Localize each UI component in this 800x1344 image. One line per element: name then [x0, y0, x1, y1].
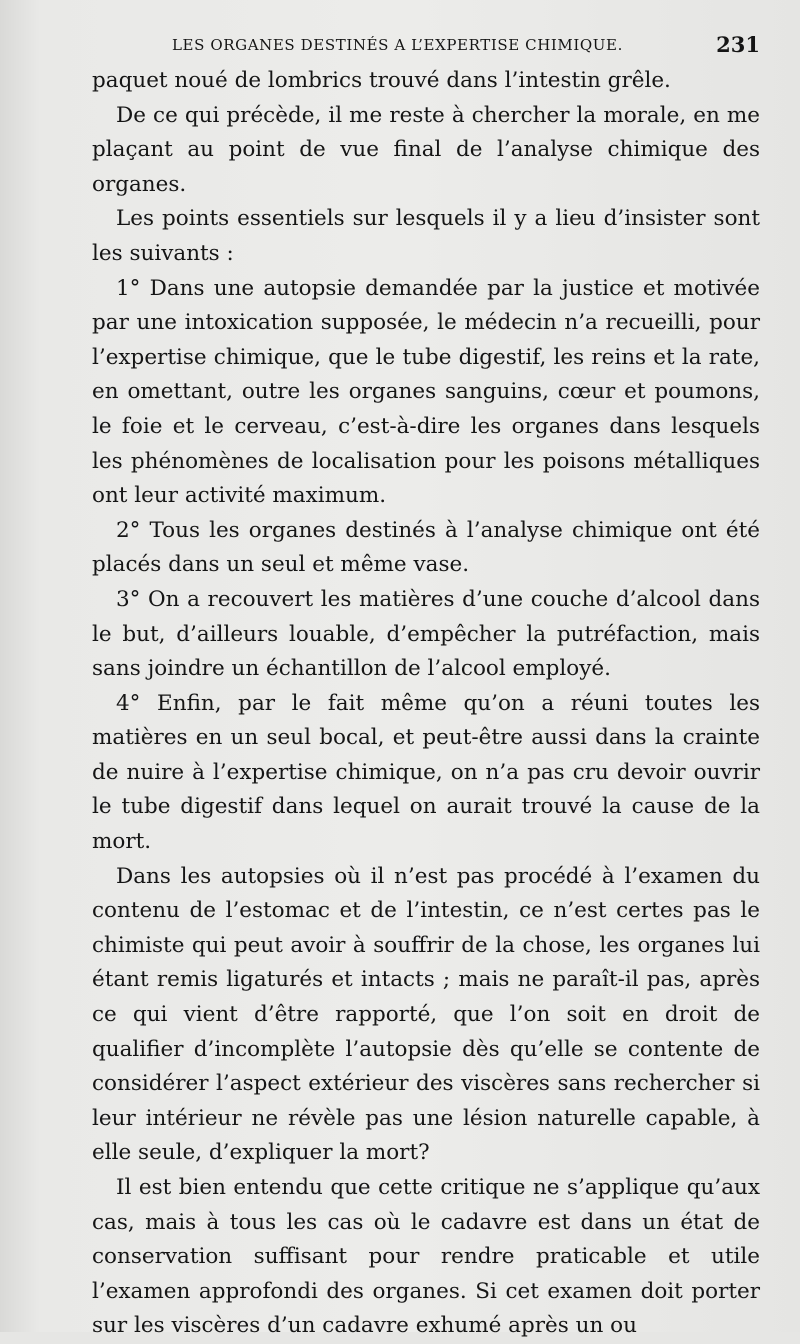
- list-point-4: 4° Enfin, par le fait même qu’on a réuni toutes les matières en un seul bocal, et peut-être aussi dans la crainte de nuire à l’expertise chimique, on n’a pas cru devoir ouvrir le tube digestif dans lequel on aurait trouvé la cause de la mort.: [92, 690, 760, 855]
- running-head: [172, 30, 760, 64]
- list-point-1: 1° Dans une autopsie demandée par la justice et motivée par une intoxication supposée, le médecin n’a recueilli, pour l’expertise chimique, que le tube digestif, les reins et la rate, en omettant, outre les organes sanguins, cœur et poumons, le foie et le cerveau, c’est-à-dire les organes dans lesquels les phénomènes de localisation pour les poisons métalliques ont leur activité maximum.: [92, 275, 760, 509]
- paragraph: Les points essentiels sur lesquels il y a lieu d’insister sont les suivants :: [92, 206, 760, 266]
- list-point-2: 2° Tous les organes destinés à l’analyse chimique ont été placés dans un seul et même vase.: [92, 517, 760, 578]
- body-text: [92, 64, 760, 1344]
- list-point-3: 3° On a recouvert les matières d’une couche d’alcool dans le but, d’ailleurs louable, d’empêcher la putréfaction, mais sans joindre un échantillon de l’alcool employé.: [92, 586, 760, 682]
- paragraph: De ce qui précède, il me reste à chercher la morale, en me plaçant au point de vue final de l’analyse chimique des organes.: [92, 102, 760, 197]
- paragraph: Il est bien entendu que cette critique ne s’applique qu’aux cas, mais à tous les cas où le cadavre est dans un état de conservation suffisant pour rendre praticable et utile l’examen approfondi des organes. Si cet examen doit porter sur les viscères d’un cadavre exhumé après un ou: [92, 1175, 760, 1339]
- paragraph: Dans les autopsies où il n’est pas procédé à l’examen du contenu de l’estomac et de l’intestin, ce n’est certes pas le chimiste qui peut avoir à souffrir de la chose, les organes lui étant remis ligaturés et intacts ; mais ne paraît-il pas, après ce qui vient d’être rapporté, que l’on soit en droit de qualifier d’incomplète l’autopsie dès qu’elle se contente de considérer l’aspect extérieur des viscères sans rechercher si leur intérieur ne révèle pas une lésion naturelle capable, à elle seule, d’expliquer la mort?: [92, 863, 760, 1166]
- paragraph-continuation: paquet noué de lombrics trouvé dans l’intestin grêle.: [92, 68, 671, 93]
- page-number: 231: [716, 32, 760, 57]
- running-title: LES ORGANES DESTINÉS A L’EXPERTISE CHIMIQUE.: [172, 36, 623, 54]
